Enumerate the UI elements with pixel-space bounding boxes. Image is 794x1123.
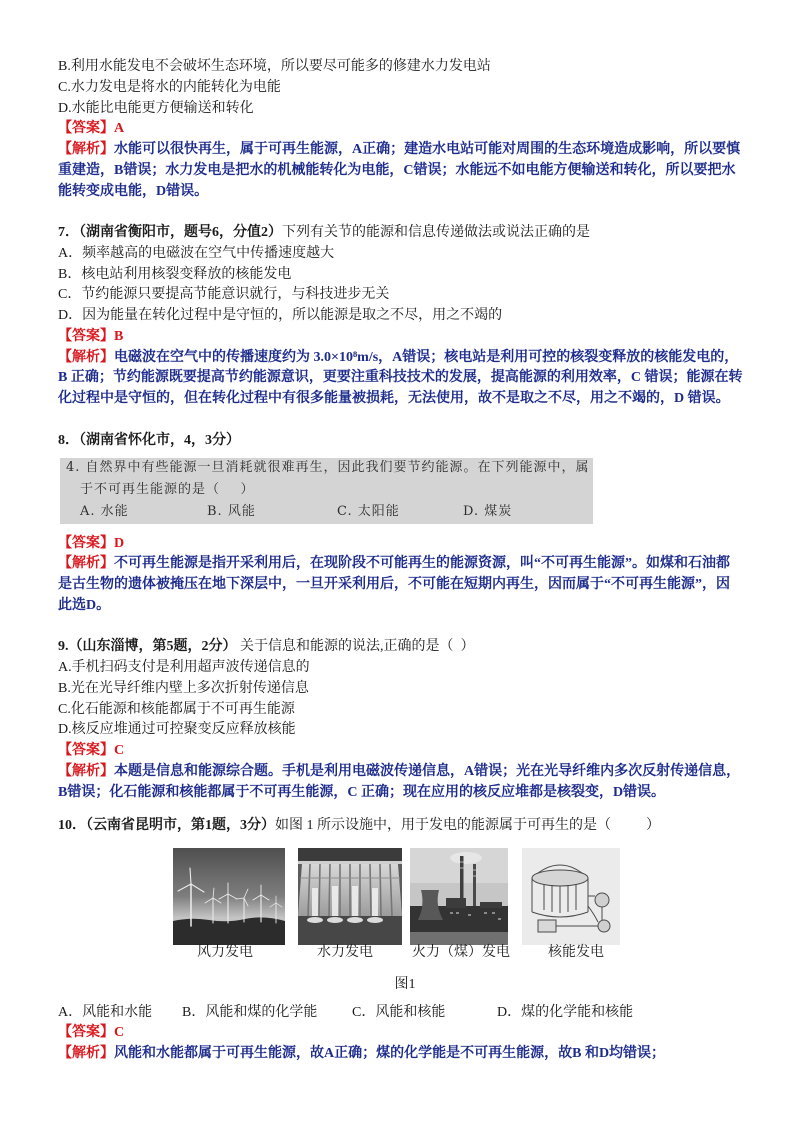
question-source: 7．（湖南省衡阳市，题号6，分值2） <box>58 225 282 240</box>
q6-option-b: B.利用水能发电不会破坏生态环境，所以要尽可能多的修建水力发电站 <box>58 59 491 74</box>
coal-power-plant-photo <box>410 848 508 945</box>
q9-analysis-line-2 <box>0 783 794 804</box>
panel-label-hydro: 水力发电 <box>317 944 373 960</box>
q7-analysis-line-2 <box>0 368 794 389</box>
analysis-text: 重建造，B错误；水力发电是把水的机械能转化为电能，C错误；水能远不如电能方便输送和转化，所以要把水 <box>58 162 736 178</box>
question-source: 9.（山东淄博，第5题，2分） <box>58 639 237 655</box>
q7-analysis-line-3 <box>0 389 794 410</box>
panel-label-coal: 火力（煤）发电 <box>412 944 510 960</box>
q6-analysis-line-2 <box>0 161 794 182</box>
q10-option-b: B．风能和煤的化学能 <box>182 1004 318 1020</box>
analysis-text: 本题是信息和能源综合题。手机是利用电磁波传递信息，A错误；光在光导纤维内多次反射传递信息， <box>114 763 741 779</box>
question-stem: 关于信息和能源的说法,正确的是（ ） <box>236 639 475 655</box>
analysis-label: 【解析】 <box>58 763 114 779</box>
answer-value: C <box>114 1025 125 1041</box>
scan-option-d: D. 煤炭 <box>463 504 513 519</box>
analysis-text: 能转变成电能，D错误。 <box>58 183 209 199</box>
analysis-label: 【解析】 <box>58 556 114 572</box>
scan-line-1: 4. 自然界中有些能源一旦消耗就很难再生，因此我们要节约能源。在下列能源中，属 <box>66 460 590 475</box>
q10-option-c: C．风能和核能 <box>352 1004 446 1020</box>
scan-option-c: C. 太阳能 <box>337 504 400 519</box>
spacer <box>0 803 794 815</box>
analysis-text: 水能可以很快再生，属于可再生能源，A正确；建造水电站可能对周围的生态环境造成影响，所以要慎 <box>114 142 741 157</box>
q10-option-a: A．风能和水能 <box>58 1004 153 1020</box>
analysis-text: 不可再生能源是指开采利用后，在现阶段不可能再生的能源资源，叫“不可再生能源”。如煤和石油都 <box>114 556 730 572</box>
analysis-text: 风能和水能都属于可再生能源，故A正确；煤的化学能是不可再生能源，故B 和D均错误； <box>114 1046 666 1062</box>
answer-value: D <box>114 535 125 551</box>
spacer <box>0 617 794 638</box>
q7-option-d: D．因为能量在转化过程中是守恒的，所以能源是取之不尽，用之不竭的 <box>58 308 503 323</box>
q7-option-b: B．核电站利用核裂变释放的核能发电 <box>58 266 292 282</box>
q7-option-c: C．节约能源只要提高节能意识就行，与科技进步无关 <box>58 287 390 303</box>
question-stem: 如图 1 所示设施中，用于发电的能源属于可再生的是（ ） <box>275 817 660 833</box>
q8-analysis-line-1 <box>0 554 794 575</box>
analysis-text: B 正确；节约能源既要提高节约能源意识，更要注重科技技术的发展，提高能源的利用效率，C 错误；能源在转 <box>58 370 743 386</box>
q10-title <box>0 816 794 837</box>
spacer <box>0 202 794 223</box>
q10-option-d: D．煤的化学能和核能 <box>497 1004 634 1020</box>
q7-title <box>0 223 794 244</box>
nuclear-reactor-image <box>522 848 620 945</box>
q7-option-a: A．频率越高的电磁波在空气中传播速度越大 <box>58 245 335 261</box>
analysis-text: 电磁波在空气中的传播速度约为 3.0×10⁸m/s，A错误；核电站是利用可控的核裂变释放的核能发电的， <box>114 349 739 365</box>
analysis-text: 化过程中是守恒的，但在转化过程中有很多能量被损耗，无法使用，故不是取之不尽，用之不竭的，D 错误。 <box>58 391 730 406</box>
q10-answer <box>0 1023 794 1044</box>
scan-option-b: B. 风能 <box>207 504 256 519</box>
q8-scanned-question <box>60 458 593 524</box>
q7-analysis-line-1 <box>0 348 794 369</box>
coal-power-plant-image <box>410 848 508 945</box>
q9-option-d: D.核反应堆通过可控聚变反应释放核能 <box>58 722 296 738</box>
q8-answer <box>0 534 794 555</box>
answer-label: 【答案】 <box>58 121 114 137</box>
figure-caption: 图1 <box>394 976 416 992</box>
q6-option-d: D.水能比电能更方便输送和转化 <box>58 100 254 116</box>
q6-analysis-line-3 <box>0 182 794 203</box>
nuclear-reactor-diagram <box>522 848 620 945</box>
answer-value: B <box>114 328 124 344</box>
analysis-text: 此选D。 <box>58 597 111 613</box>
q6-option-c: C.水力发电是将水的内能转化为电能 <box>58 79 281 95</box>
wind-turbines-image <box>173 848 285 945</box>
question-stem: 下列有关节的能源和信息传递做法或说法正确的是 <box>282 225 590 240</box>
q8-analysis-line-3 <box>0 596 794 617</box>
q9-analysis-line-1 <box>0 762 794 783</box>
analysis-text: 是古生物的遗体被掩压在地下深层中，一旦开采利用后，不可能在短期内再生，因而属于“不可再生能源”，因 <box>58 577 730 593</box>
q9-option-b: B.光在光导纤维内壁上多次折射传递信息 <box>58 680 309 696</box>
analysis-text: B错误；化石能源和核能都属于不可再生能源，C 正确；现在应用的核反应堆都是核裂变，D错误。 <box>58 784 666 800</box>
panel-label-nuclear: 核能发电 <box>548 944 604 960</box>
q8-analysis-line-2 <box>0 575 794 596</box>
figure-1 <box>0 836 794 1002</box>
analysis-label: 【解析】 <box>58 1046 114 1062</box>
answer-value: A <box>114 121 125 137</box>
wind-turbines-photo <box>173 848 285 945</box>
chimney <box>473 864 476 912</box>
question-source: 8．（湖南省怀化市，4，3分） <box>58 432 240 448</box>
scan-option-a: A. 水能 <box>80 504 129 519</box>
q10-options <box>0 1003 794 1024</box>
q9-option-c: C.化石能源和核能都属于不可再生能源 <box>58 701 295 717</box>
q7-answer <box>0 327 794 348</box>
answer-value: C <box>114 743 125 759</box>
hydro-dam-photo <box>298 848 402 945</box>
analysis-label: 【解析】 <box>58 142 114 157</box>
hydro-dam-image <box>298 848 402 945</box>
analysis-label: 【解析】 <box>58 349 114 365</box>
panel-label-wind: 风力发电 <box>197 944 253 960</box>
scan-line-2: 于不可再生能源的是（ ） <box>80 482 255 497</box>
question-source: 10．（云南省昆明市，第1题，3分） <box>58 817 275 833</box>
q9-title <box>0 637 794 658</box>
answer-label: 【答案】 <box>58 743 114 759</box>
answer-label: 【答案】 <box>58 1025 114 1041</box>
answer-label: 【答案】 <box>58 328 114 344</box>
q9-answer <box>0 741 794 762</box>
q9-option-a: A.手机扫码支付是利用超声波传递信息的 <box>58 660 310 676</box>
spacer <box>0 410 794 431</box>
q6-analysis-line-1 <box>0 140 794 161</box>
q10-analysis-line-1 <box>0 1044 794 1065</box>
answer-label: 【答案】 <box>58 535 114 551</box>
q8-title <box>0 431 794 452</box>
q6-answer <box>0 119 794 140</box>
